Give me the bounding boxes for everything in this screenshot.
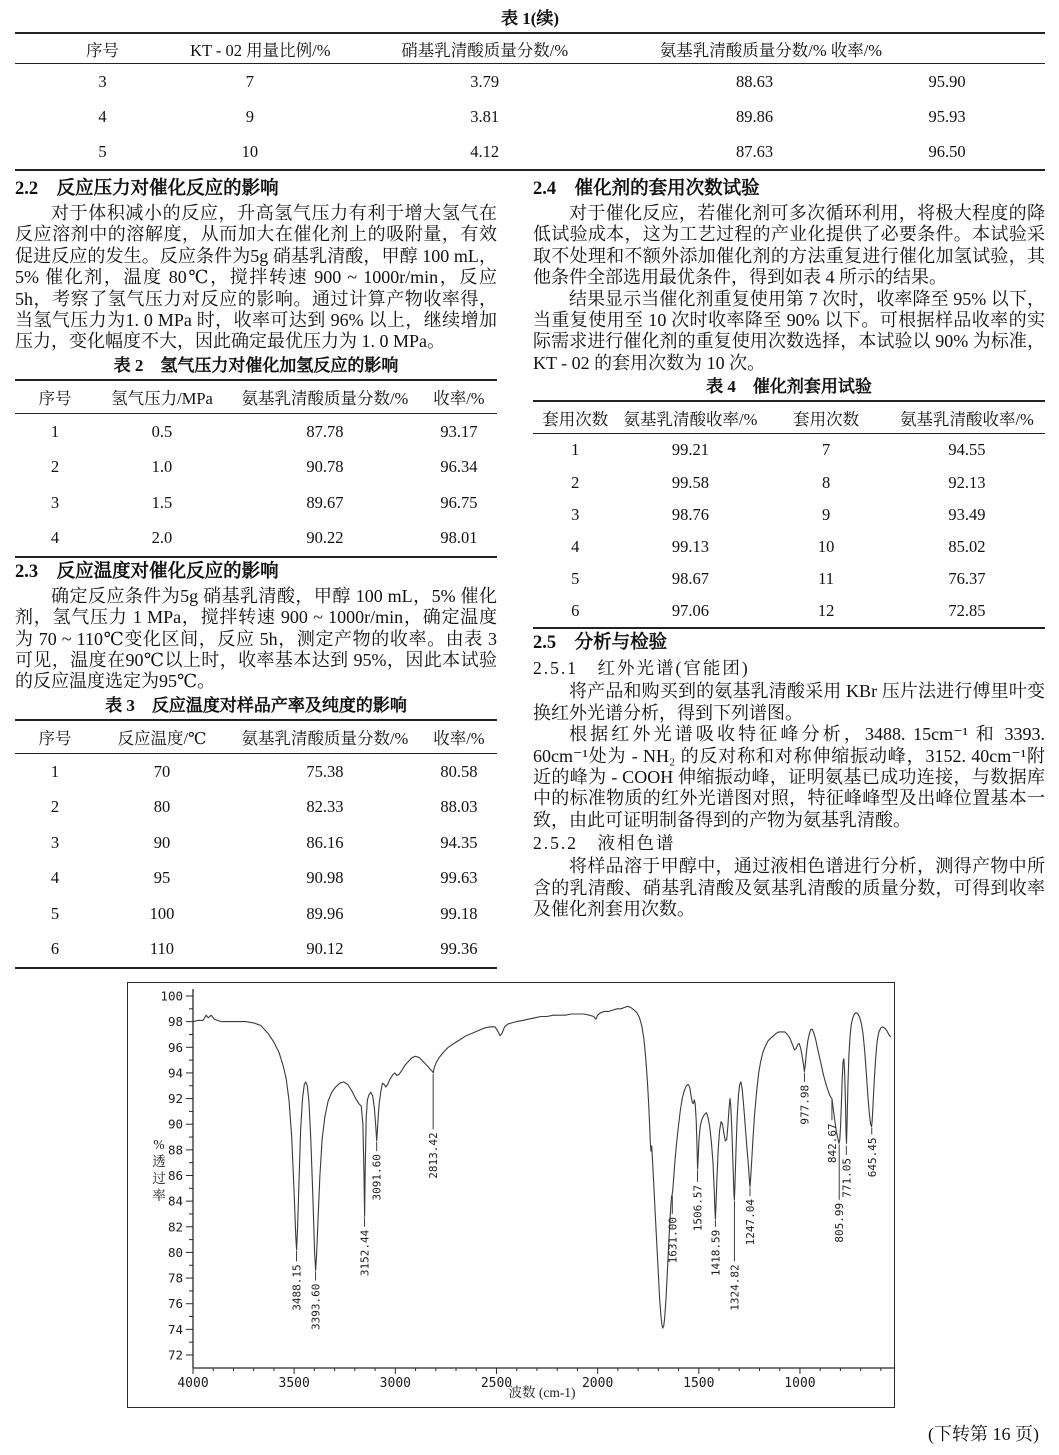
table-cell: 96.34 (440, 457, 478, 477)
table-cell: 90.12 (306, 939, 344, 959)
table-cell: 88.03 (440, 797, 478, 817)
x-tick-label: 3500 (278, 1375, 310, 1391)
table-cell: 9 (245, 106, 254, 126)
table2-caption: 表 2 氢气压力对催化加氢反应的影响 (113, 355, 399, 375)
table-cell: 2 (571, 472, 580, 492)
column-header: 氨基乳清酸质量分数/% 收率/% (659, 40, 883, 60)
table-cell: 96.50 (928, 141, 966, 161)
peak-wavenumber-label: 3393.60 (309, 1283, 323, 1330)
section-2-5-2-heading: 2.5.2 液相色谱 (533, 833, 676, 854)
column-header: 套用次数 (542, 409, 609, 429)
table-cell: 98.01 (440, 528, 478, 548)
table-cell: 99.21 (671, 440, 709, 460)
table-cell: 90.22 (306, 528, 344, 548)
table-row (15, 520, 497, 556)
table-cell: 87.78 (306, 421, 344, 441)
table-row (15, 931, 497, 967)
section-2-2-heading: 2.2 反应压力对催化反应的影响 (15, 179, 279, 199)
column-header: 收率/% (433, 388, 485, 408)
table-cell: 76.37 (948, 569, 986, 589)
table-cell: 9 (821, 504, 831, 524)
x-axis-title: 波数 (cm-1) (508, 1384, 576, 1400)
table-cell: 100 (149, 903, 175, 923)
table-row (15, 134, 1045, 169)
table4-caption: 表 4 催化剂套用试验 (706, 377, 872, 397)
peak-wavenumber-label: 1631.00 (666, 1216, 680, 1264)
x-tick-label: 2500 (480, 1375, 513, 1391)
column-header: 氨基乳清酸收率/% (899, 409, 1034, 429)
ir-spectrum-figure (127, 982, 895, 1408)
table-cell: 11 (818, 569, 835, 589)
y-tick-label: 90 (167, 1116, 183, 1132)
section-2-5-1-heading: 2.5.1 红外光谱(官能团) (533, 658, 750, 679)
table-cell: 1 (50, 761, 60, 781)
column-header: 氨基乳清酸收率/% (623, 409, 758, 429)
table-cell: 94.55 (948, 440, 986, 460)
table-cell: 7 (245, 71, 254, 91)
left-column (15, 175, 497, 969)
table-cell: 75.38 (306, 761, 344, 781)
y-axis-title: % (153, 1136, 165, 1152)
column-header: 硝基乳清酸质量分数/% (401, 40, 569, 60)
table-cell: 7 (821, 440, 831, 460)
table-cell: 5 (98, 141, 107, 161)
table-cell: 4.12 (470, 141, 500, 161)
table-cell: 99.18 (440, 903, 478, 923)
column-header: 套用次数 (793, 409, 860, 429)
table-cell: 1.0 (151, 457, 173, 477)
x-tick-label: 1500 (683, 1375, 715, 1391)
table-cell: 92.13 (948, 472, 986, 492)
peak-wavenumber-label: 805.99 (833, 1202, 847, 1243)
table-row (533, 466, 1045, 498)
y-tick-label: 86 (167, 1167, 183, 1183)
table-cell: 70 (153, 761, 171, 781)
table-cell: 2 (50, 797, 60, 817)
peak-wavenumber-label: 977.98 (798, 1084, 812, 1125)
table3-caption: 表 3 反应温度对样品产率及纯度的影响 (105, 695, 407, 715)
table-row (15, 825, 497, 861)
table-row (15, 860, 497, 896)
table-cell: 3 (571, 504, 580, 524)
column-header: 氨基乳清酸质量分数/% (241, 388, 409, 408)
table-row (533, 563, 1045, 595)
table-cell: 80 (153, 797, 171, 817)
y-tick-label: 72 (167, 1347, 183, 1363)
x-tick-label: 4000 (177, 1375, 209, 1391)
y-tick-label: 88 (167, 1142, 183, 1158)
table-cell: 3 (98, 71, 107, 91)
table-cell: 99.13 (671, 536, 709, 556)
peak-wavenumber-label: 1418.59 (709, 1229, 723, 1277)
table-cell: 87.63 (735, 141, 774, 161)
table-cell: 3 (50, 832, 60, 852)
y-tick-label: 96 (167, 1039, 183, 1055)
y-tick-label: 76 (167, 1296, 183, 1312)
table-cell: 94.35 (440, 832, 478, 852)
ir-chart-svg (128, 983, 894, 1407)
section-2-5-1-paragraph-2: 根据红外光谱吸收特征峰分析，3488. 15cm⁻¹ 和 3393. 60cm⁻¹处为 - NH₂ 的反对称和对称伸缩振动峰，3152. 40cm⁻¹附近的峰为 - COOH 伸缩振动峰，证明氨基已成功连接，与数据库中的标准物质的红外光谱图对照，特征峰峰型及出峰位置基本一致，由此可证明制备得到的产物为氨基乳清酸。 (533, 724, 1045, 830)
table-cell: 8 (821, 472, 831, 492)
table-cell: 72.85 (948, 601, 986, 621)
table-row (15, 64, 1045, 99)
y-tick-label: 80 (167, 1244, 183, 1260)
section-2-4-heading: 2.4 催化剂的套用次数试验 (533, 179, 760, 199)
column-header: 氢气压力/MPa (111, 388, 213, 408)
table-cell: 4 (98, 106, 107, 126)
peak-wavenumber-label: 1324.82 (728, 1264, 742, 1311)
table-cell: 4 (571, 536, 580, 556)
table-cell: 1.5 (151, 492, 173, 512)
right-column (533, 175, 1045, 969)
table-cell: 90.78 (306, 457, 344, 477)
peak-wavenumber-label: 842.67 (825, 1123, 839, 1163)
table-row (533, 595, 1045, 627)
table-cell: 2 (50, 457, 60, 477)
table-cell: 98.76 (671, 504, 709, 524)
table-cell: 82.33 (306, 797, 344, 817)
y-tick-label: 94 (167, 1065, 183, 1081)
y-axis-title: 过 (152, 1170, 166, 1186)
table-cell: 93.49 (948, 504, 986, 524)
column-header: KT - 02 用量比例/% (190, 40, 331, 60)
peak-wavenumber-label: 3091.60 (370, 1154, 384, 1201)
section-2-5-1-paragraph-1: 将产品和购买到的氨基乳清酸采用 KBr 压片法进行傅里叶变换红外光谱分析，得到下列谱图。 (533, 681, 1045, 723)
column-header: 反应温度/℃ (117, 728, 207, 748)
section-2-3-paragraph: 确定反应条件为5g 硝基乳清酸，甲醇 100 mL，5% 催化剂，氢气压力 1 MPa，搅拌转速 900 ~ 1000r/min，确定温度为 70 ~ 110℃变化区间，反应 5h，测定产物的收率。由表 3 可见，温度在90℃以上时，收率基本达到 95%，因此本试验的反应温度选定为95℃。 (15, 585, 497, 692)
y-tick-label: 74 (167, 1321, 183, 1337)
table-cell: 1 (571, 440, 580, 460)
table-cell: 86.16 (306, 832, 344, 852)
peak-wavenumber-label: 3152.44 (358, 1229, 372, 1277)
column-header: 氨基乳清酸质量分数/% (241, 728, 409, 748)
table-cell: 95 (153, 868, 171, 888)
table-cell: 5 (571, 569, 580, 589)
y-axis-title: 透 (152, 1153, 166, 1169)
y-tick-label: 78 (167, 1270, 183, 1286)
table-cell: 90 (153, 832, 171, 852)
peak-wavenumber-label: 1247.04 (743, 1198, 757, 1246)
section-2-2-paragraph: 对于体积减小的反应，升高氢气压力有利于增大氢气在反应溶剂中的溶解度，从而加大在催化剂上的吸附量，有效促进反应的发生。反应条件为5g 硝基乳清酸，甲醇 100 mL，5% 催化剂，温度 80℃，搅拌转速 900 ~ 1000r/min，反应 5h，考察了氢气压力对反应的影响。通过计算产物收率得，当氢气压力为1. 0 MPa 时，收率可达到 96% 以上，继续增加压力，变化幅度不大，因此确定最优压力为 1. 0 MPa。 (15, 203, 497, 352)
y-tick-label: 84 (167, 1193, 183, 1209)
y-tick-label: 98 (167, 1014, 183, 1030)
y-tick-label: 100 (160, 988, 183, 1004)
table-row (15, 449, 497, 485)
table-cell: 99.36 (440, 939, 478, 959)
table-row (15, 99, 1045, 134)
table-cell: 0.5 (151, 421, 173, 441)
column-header: 序号 (38, 728, 72, 748)
peak-wavenumber-label: 771.05 (840, 1157, 854, 1198)
table-cell: 89.67 (306, 492, 344, 512)
table-cell: 3.79 (470, 71, 500, 91)
section-2-5-2-paragraph-1: 将样品溶于甲醇中，通过液相色谱进行分析，测得产物中所含的乳清酸、硝基乳清酸及氨基乳清酸的质量分数，可得到收率及催化剂套用次数。 (533, 856, 1045, 920)
peak-wavenumber-label: 2813.42 (427, 1132, 441, 1179)
table-row (533, 531, 1045, 563)
table-row (533, 434, 1045, 466)
table-cell: 93.17 (440, 421, 478, 441)
table-cell: 3.81 (470, 106, 500, 126)
section-2-4-paragraph-2: 结果显示当催化剂重复使用第 7 次时，收率降至 95% 以下，当重复使用至 10 次时收率降至 90% 以下。可根据样品收率的实际需求进行催化剂的重复使用次数选择，本试验以 90% 为标准，KT - 02 的套用次数为 10 次。 (533, 288, 1045, 373)
peak-wavenumber-label: 3488.15 (290, 1264, 304, 1311)
table-cell: 10 (817, 536, 835, 556)
table-cell: 90.98 (306, 868, 344, 888)
table-header-row (15, 34, 1045, 64)
table-cell: 99.63 (440, 868, 478, 888)
x-tick-label: 2000 (581, 1375, 614, 1391)
column-header: 序号 (38, 388, 72, 408)
table-cell: 4 (50, 528, 60, 548)
column-header: 收率/% (433, 728, 485, 748)
y-tick-label: 82 (167, 1219, 183, 1235)
table4 (533, 400, 1045, 629)
table-cell: 6 (571, 601, 580, 621)
table1 (15, 32, 1045, 171)
peak-wavenumber-label: 645.45 (865, 1137, 879, 1178)
table-row (15, 485, 497, 521)
section-2-4-paragraph-1: 对于催化反应，若催化剂可多次循环利用，将极大程度的降低试验成本，这为工艺过程的产业化提供了必要条件。本试验采取不处理和不额外添加催化剂的方法重复进行催化加氢试验，其他条件全部选用最优条件，得到如表 4 所示的结果。 (533, 203, 1045, 288)
table-cell: 2.0 (151, 528, 173, 548)
table-cell: 96.75 (440, 492, 478, 512)
x-tick-label: 1000 (784, 1375, 816, 1391)
table-cell: 80.58 (440, 761, 478, 781)
table-row (15, 896, 497, 932)
table-cell: 4 (50, 868, 60, 888)
table-cell: 89.86 (735, 106, 774, 126)
table-cell: 10 (241, 141, 259, 161)
table-cell: 5 (50, 903, 60, 923)
table-row (15, 789, 497, 825)
table-row (533, 499, 1045, 531)
section-2-3-heading: 2.3 反应温度对催化反应的影响 (15, 561, 279, 582)
table3 (15, 719, 497, 969)
table-cell: 85.02 (948, 536, 986, 556)
table-cell: 1 (50, 421, 60, 441)
table-cell: 98.67 (671, 569, 709, 589)
y-tick-label: 92 (167, 1090, 183, 1106)
peak-wavenumber-label: 1506.57 (691, 1184, 705, 1232)
two-column-body (15, 175, 1045, 969)
section-2-5-heading: 2.5 分析与检验 (533, 633, 668, 654)
continued-on-page-note: (下转第 16 页) (928, 1423, 1039, 1444)
table-cell: 95.90 (928, 71, 966, 91)
table-row (15, 414, 497, 450)
x-tick-label: 3000 (379, 1375, 411, 1391)
table-cell: 12 (817, 601, 835, 621)
table-cell: 99.58 (671, 472, 709, 492)
table1-caption: 表 1(续) (500, 9, 560, 28)
table-cell: 95.93 (928, 106, 966, 126)
table-cell: 3 (50, 492, 60, 512)
table-cell: 110 (149, 939, 175, 959)
y-axis-title: 率 (152, 1187, 166, 1203)
table-cell: 88.63 (735, 71, 774, 91)
table-header-row (15, 381, 497, 414)
table-row (15, 754, 497, 790)
table-cell: 6 (50, 939, 60, 959)
table2 (15, 379, 497, 558)
table-cell: 97.06 (671, 601, 709, 621)
column-header: 序号 (86, 40, 120, 60)
table-cell: 89.96 (306, 903, 344, 923)
table-header-row (533, 402, 1045, 434)
table-header-row (15, 721, 497, 754)
